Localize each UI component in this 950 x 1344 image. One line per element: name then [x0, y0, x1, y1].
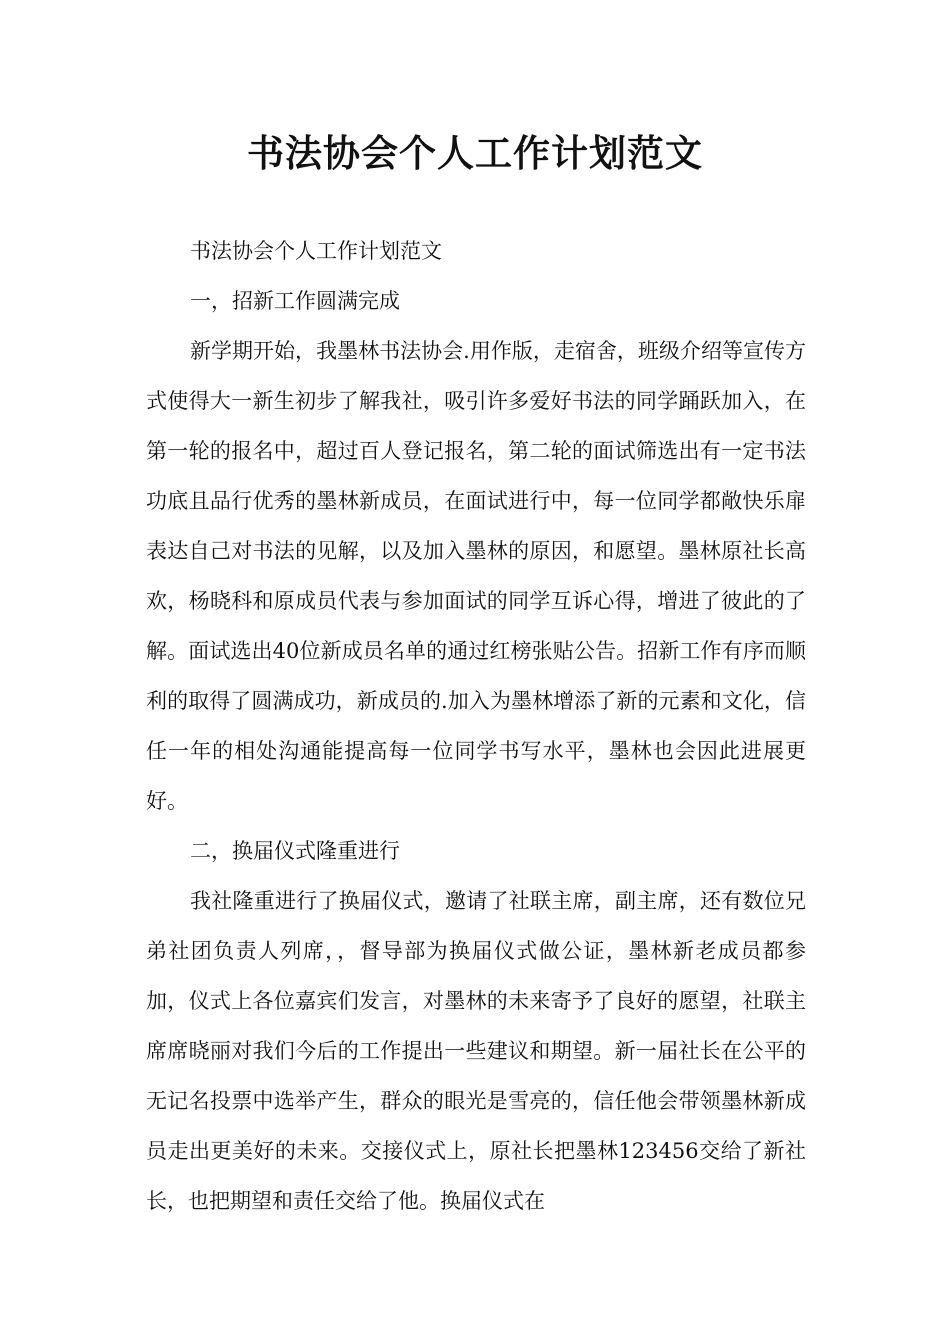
document-body: [146, 226, 806, 1226]
section-heading-1: 一，招新工作圆满完成: [190, 289, 400, 313]
paragraph-recruitment: 新学期开始，我墨林书法协会.用作版，走宿舍，班级介绍等宣传方式使得大一新生初步了解我社，吸引许多爱好书法的同学踊跃加入，在第一轮的报名中，超过百人登记报名，第二轮的面试筛选出有一定书法功底且品行优秀的墨林新成员，在面试进行中，每一位同学都敞快乐扉表达自己对书法的见解，以及加入墨林的原因，和愿望。墨林原社长高欢，杨晓科和原成员代表与参加面试的同学互诉心得，增进了彼此的了解。面试选出40位新成员名单的通过红榜张贴公告。招新工作有序而顺利的取得了圆满成功，新成员的.加入为墨林增添了新的元素和文化，信任一年的相处沟通能提高每一位同学书写水平，墨林也会因此进展更好。: [146, 339, 806, 813]
subtitle-paragraph: 书法协会个人工作计划范文: [190, 239, 442, 263]
section-heading-2: 二，换届仪式隆重进行: [190, 839, 400, 863]
paragraph-handover: 我社隆重进行了换届仪式，邀请了社联主席，副主席，还有数位兄弟社团负责人列席，，督导部为换届仪式做公证，墨林新老成员都参加，仪式上各位嘉宾们发言，对墨林的未来寄予了良好的愿望，社联主席席晓丽对我们今后的工作提出一些建议和期望。新一届社长在公平的无记名投票中选举产生，群众的眼光是雪亮的，信任他会带领墨林新成员走出更美好的未来。交接仪式上，原社长把墨林123456交给了新社长，也把期望和责任交给了他。换届仪式在: [146, 889, 806, 1213]
page-title: 书法协会个人工作计划范文: [247, 131, 703, 175]
